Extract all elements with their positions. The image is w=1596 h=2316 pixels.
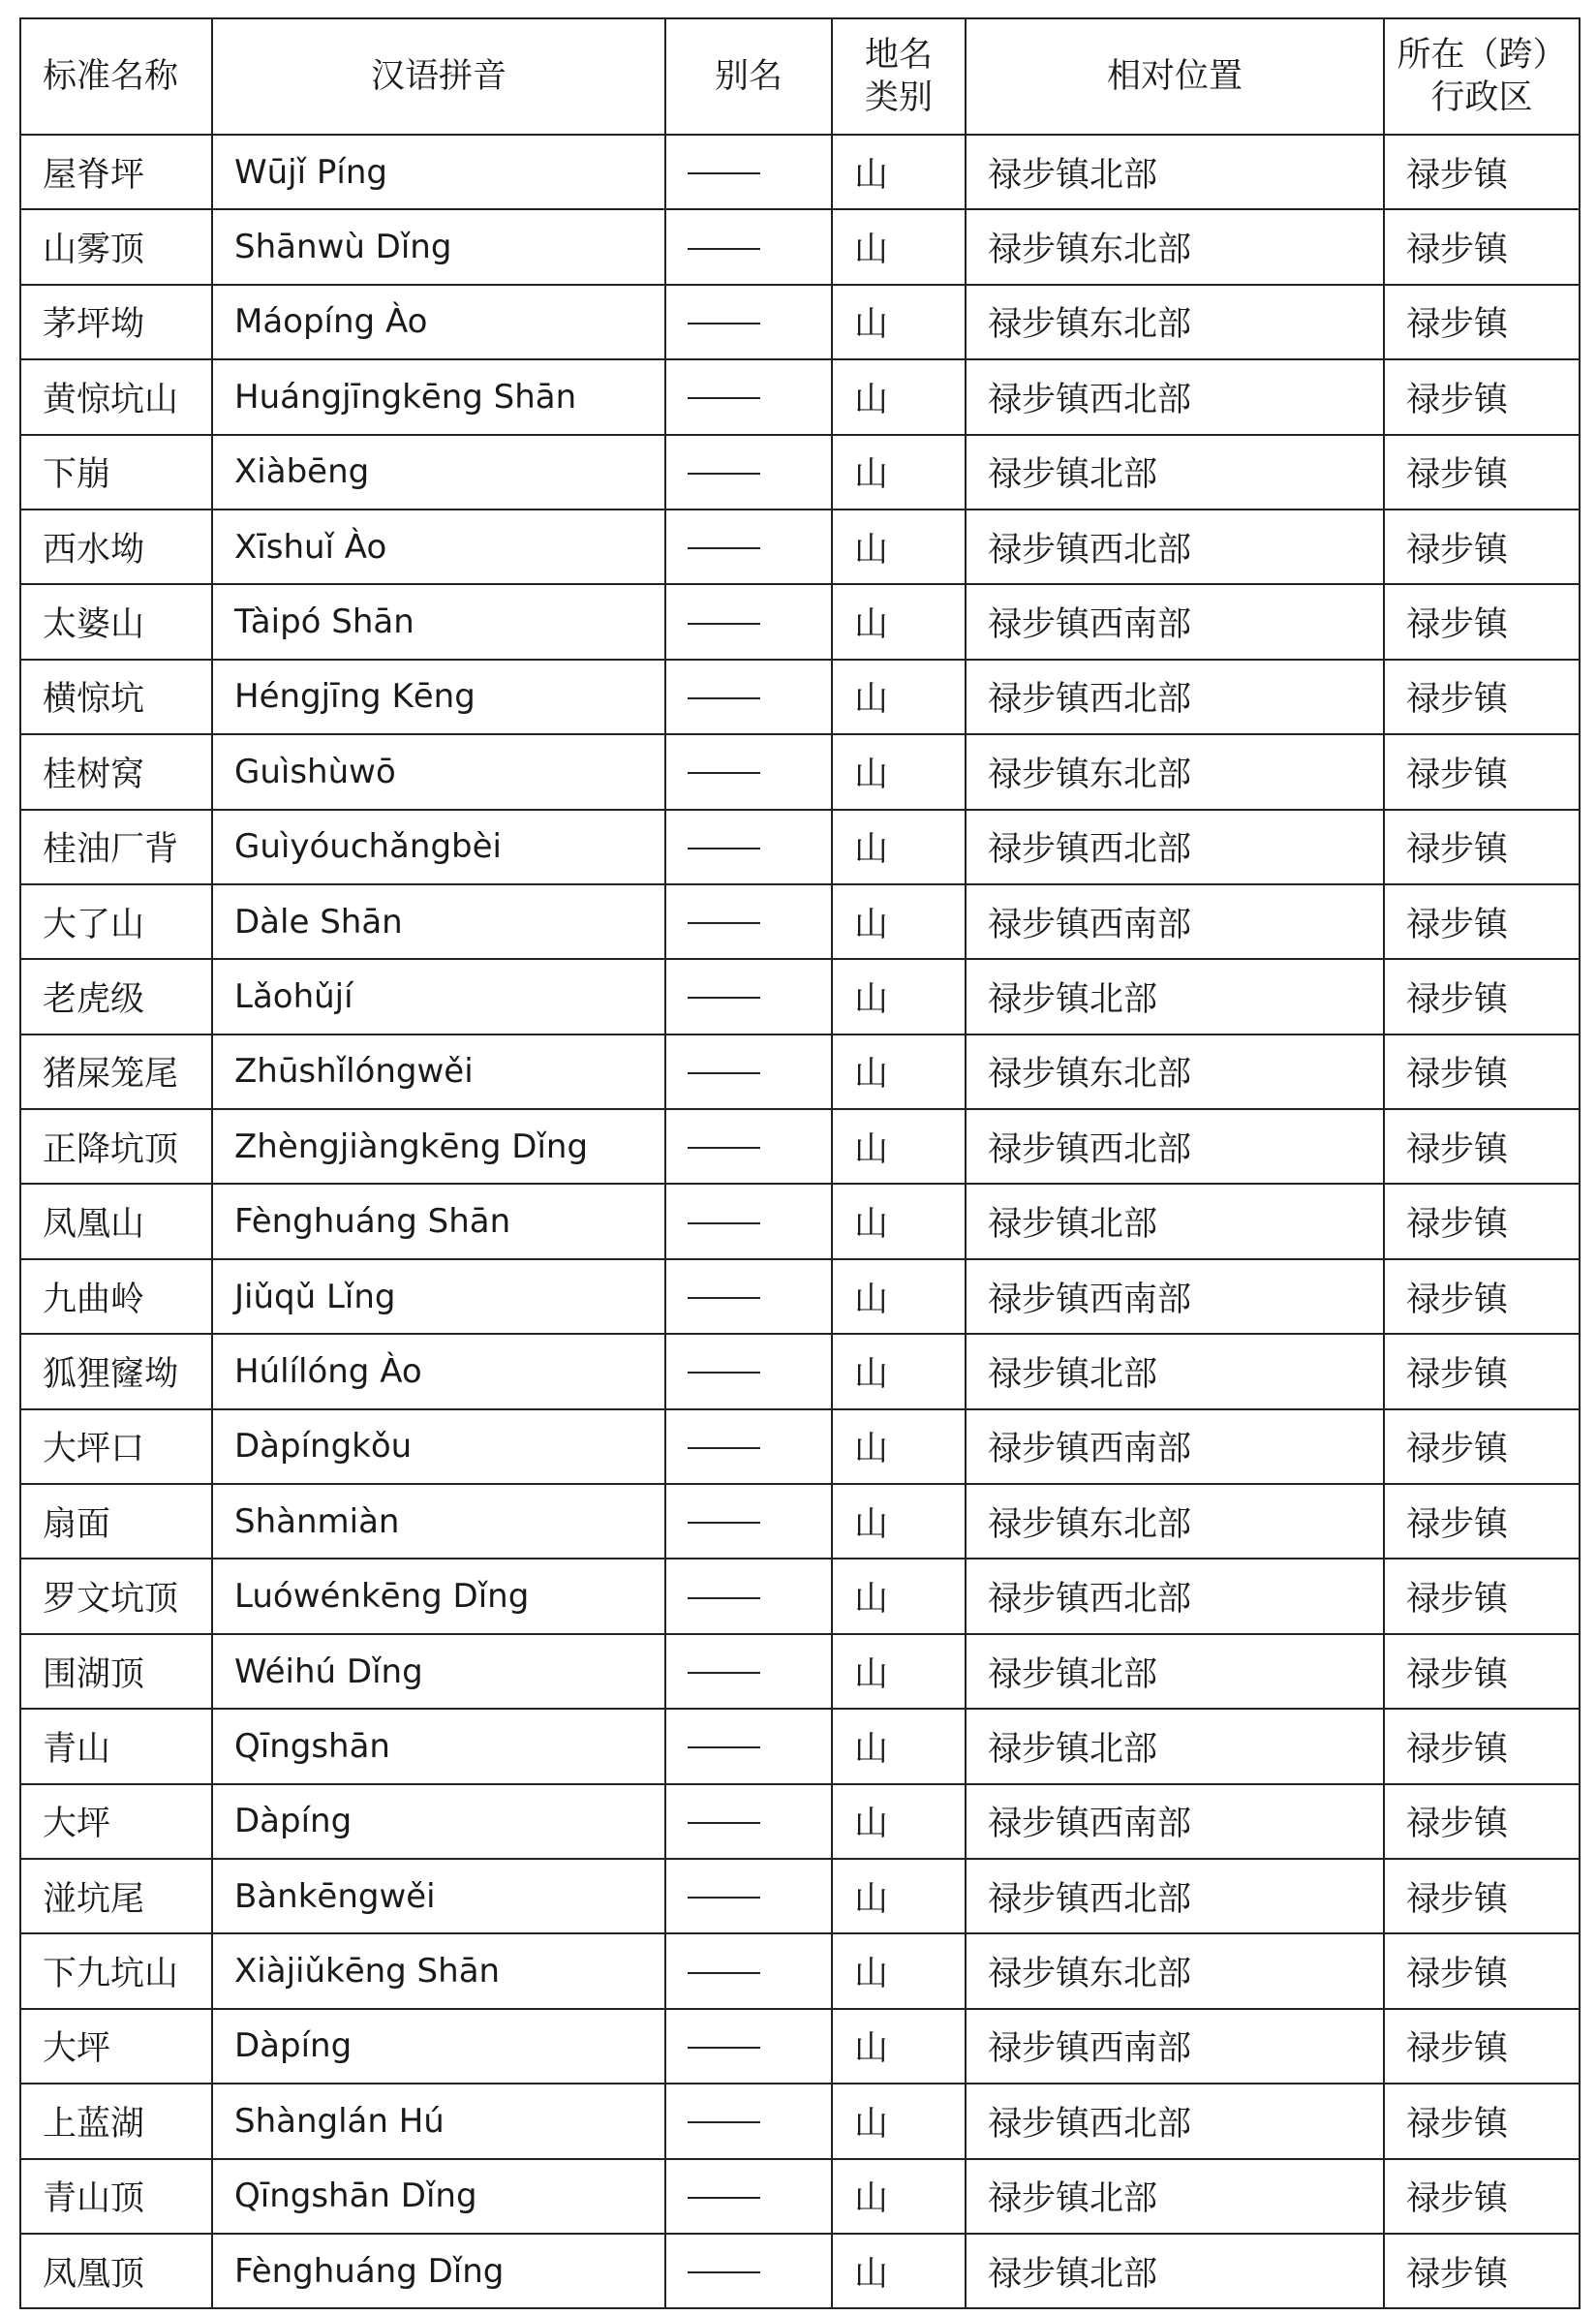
cell-district: 禄步镇 (1384, 1559, 1580, 1633)
cell-district: 禄步镇 (1384, 1859, 1580, 1933)
cell-district: 禄步镇 (1384, 660, 1580, 734)
cell-district: 禄步镇 (1384, 1409, 1580, 1484)
cell-category: 山 (832, 2234, 966, 2308)
alias-dash (688, 1746, 760, 1748)
header-relative-position: 相对位置 (966, 18, 1384, 135)
cell-pinyin: Dàpíng (212, 2009, 665, 2084)
cell-relative-position: 禄步镇东北部 (966, 209, 1384, 284)
alias-dash (688, 1297, 760, 1299)
table-row (20, 2009, 1580, 2084)
cell-category: 山 (832, 510, 966, 584)
cell-alias (665, 1184, 832, 1258)
cell-pinyin: Zhūshǐlóngwěi (212, 1034, 665, 1109)
cell-district: 禄步镇 (1384, 285, 1580, 359)
cell-relative-position: 禄步镇东北部 (966, 285, 1384, 359)
alias-dash (688, 772, 760, 774)
table-row (20, 2234, 1580, 2308)
cell-district: 禄步镇 (1384, 1933, 1580, 2008)
table-row (20, 810, 1580, 884)
cell-relative-position: 禄步镇北部 (966, 1184, 1384, 1258)
alias-dash (688, 473, 760, 475)
table-header (20, 18, 1580, 135)
cell-district: 禄步镇 (1384, 1259, 1580, 1334)
cell-alias (665, 1259, 832, 1334)
alias-dash (688, 2047, 760, 2049)
cell-district: 禄步镇 (1384, 2159, 1580, 2234)
cell-standard-name: 山雾顶 (20, 209, 212, 284)
cell-standard-name: 扇面 (20, 1484, 212, 1559)
cell-pinyin: Jiǔqǔ Lǐng (212, 1259, 665, 1334)
table-row (20, 1634, 1580, 1709)
cell-category: 山 (832, 1634, 966, 1709)
cell-category: 山 (832, 584, 966, 659)
cell-standard-name: 茅坪坳 (20, 285, 212, 359)
cell-district: 禄步镇 (1384, 2084, 1580, 2158)
cell-category: 山 (832, 1484, 966, 1559)
header-pinyin: 汉语拼音 (212, 18, 665, 135)
table-row (20, 2084, 1580, 2158)
cell-pinyin: Shànglán Hú (212, 2084, 665, 2158)
cell-relative-position: 禄步镇北部 (966, 2159, 1384, 2234)
alias-dash (688, 848, 760, 849)
alias-dash (688, 922, 760, 924)
table-row (20, 884, 1580, 959)
alias-dash (688, 2197, 760, 2199)
cell-alias (665, 285, 832, 359)
cell-standard-name: 凤凰顶 (20, 2234, 212, 2308)
cell-pinyin: Dàle Shān (212, 884, 665, 959)
table-row (20, 660, 1580, 734)
cell-pinyin: Guìshùwō (212, 734, 665, 809)
alias-dash (688, 1972, 760, 1974)
table-row (20, 1933, 1580, 2008)
cell-relative-position: 禄步镇西北部 (966, 660, 1384, 734)
cell-category: 山 (832, 359, 966, 434)
cell-pinyin: Xīshuǐ Ào (212, 510, 665, 584)
cell-pinyin: Lǎohǔjí (212, 959, 665, 1034)
cell-category: 山 (832, 1409, 966, 1484)
cell-category: 山 (832, 884, 966, 959)
cell-alias (665, 435, 832, 510)
alias-dash (688, 2271, 760, 2273)
cell-relative-position: 禄步镇西南部 (966, 584, 1384, 659)
cell-district: 禄步镇 (1384, 2234, 1580, 2308)
cell-standard-name: 大坪 (20, 1784, 212, 1859)
cell-alias (665, 1409, 832, 1484)
cell-standard-name: 罗文坑顶 (20, 1559, 212, 1633)
alias-dash (688, 1447, 760, 1449)
cell-standard-name: 下崩 (20, 435, 212, 510)
cell-alias (665, 660, 832, 734)
cell-standard-name: 凤凰山 (20, 1184, 212, 1258)
cell-alias (665, 1334, 832, 1408)
alias-dash (688, 248, 760, 250)
cell-category: 山 (832, 1184, 966, 1258)
cell-relative-position: 禄步镇西南部 (966, 1784, 1384, 1859)
alias-dash (688, 697, 760, 699)
cell-pinyin: Húlílóng Ào (212, 1334, 665, 1408)
cell-pinyin: Shànmiàn (212, 1484, 665, 1559)
cell-relative-position: 禄步镇北部 (966, 2234, 1384, 2308)
cell-district: 禄步镇 (1384, 435, 1580, 510)
cell-relative-position: 禄步镇北部 (966, 135, 1384, 209)
alias-dash (688, 2121, 760, 2123)
table-row (20, 1859, 1580, 1933)
table-row (20, 1409, 1580, 1484)
cell-pinyin: Máopíng Ào (212, 285, 665, 359)
cell-alias (665, 1933, 832, 2008)
cell-standard-name: 青山 (20, 1709, 212, 1783)
cell-pinyin: Wéihú Dǐng (212, 1634, 665, 1709)
cell-standard-name: 青山顶 (20, 2159, 212, 2234)
cell-pinyin: Zhèngjiàngkēng Dǐng (212, 1109, 665, 1184)
cell-alias (665, 1709, 832, 1783)
cell-category: 山 (832, 2009, 966, 2084)
cell-category: 山 (832, 2084, 966, 2158)
cell-alias (665, 135, 832, 209)
cell-standard-name: 大坪口 (20, 1409, 212, 1484)
alias-dash (688, 1147, 760, 1149)
cell-alias (665, 584, 832, 659)
place-names-table (19, 17, 1581, 2309)
cell-district: 禄步镇 (1384, 135, 1580, 209)
cell-relative-position: 禄步镇东北部 (966, 1034, 1384, 1109)
cell-district: 禄步镇 (1384, 1784, 1580, 1859)
cell-pinyin: Bànkēngwěi (212, 1859, 665, 1933)
cell-relative-position: 禄步镇西北部 (966, 810, 1384, 884)
table-row (20, 285, 1580, 359)
table-row (20, 1709, 1580, 1783)
table-row (20, 1484, 1580, 1559)
cell-district: 禄步镇 (1384, 959, 1580, 1034)
cell-district: 禄步镇 (1384, 1709, 1580, 1783)
cell-district: 禄步镇 (1384, 884, 1580, 959)
alias-dash (688, 1522, 760, 1524)
cell-district: 禄步镇 (1384, 584, 1580, 659)
alias-dash (688, 1822, 760, 1824)
cell-standard-name: 大了山 (20, 884, 212, 959)
cell-district: 禄步镇 (1384, 2009, 1580, 2084)
cell-relative-position: 禄步镇北部 (966, 1709, 1384, 1783)
alias-dash (688, 547, 760, 549)
cell-alias (665, 1634, 832, 1709)
cell-pinyin: Qīngshān (212, 1709, 665, 1783)
cell-standard-name: 屋脊坪 (20, 135, 212, 209)
cell-district: 禄步镇 (1384, 734, 1580, 809)
cell-relative-position: 禄步镇东北部 (966, 1484, 1384, 1559)
cell-alias (665, 884, 832, 959)
table-row (20, 1784, 1580, 1859)
cell-standard-name: 围湖顶 (20, 1634, 212, 1709)
cell-standard-name: 桂油厂背 (20, 810, 212, 884)
header-alias: 别名 (665, 18, 832, 135)
cell-pinyin: Xiàbēng (212, 435, 665, 510)
table-row (20, 359, 1580, 434)
cell-category: 山 (832, 135, 966, 209)
cell-relative-position: 禄步镇东北部 (966, 734, 1384, 809)
cell-category: 山 (832, 810, 966, 884)
alias-dash (688, 1222, 760, 1224)
header-standard-name: 标准名称 (20, 18, 212, 135)
table-row (20, 209, 1580, 284)
table-row (20, 734, 1580, 809)
cell-standard-name: 正降坑顶 (20, 1109, 212, 1184)
cell-alias (665, 359, 832, 434)
header-category-line2: 类别 (864, 78, 933, 117)
table-row (20, 1559, 1580, 1633)
cell-relative-position: 禄步镇西北部 (966, 2084, 1384, 2158)
cell-relative-position: 禄步镇西北部 (966, 1859, 1384, 1933)
cell-category: 山 (832, 435, 966, 510)
cell-category: 山 (832, 209, 966, 284)
cell-district: 禄步镇 (1384, 1484, 1580, 1559)
alias-dash (688, 397, 760, 399)
cell-relative-position: 禄步镇北部 (966, 1334, 1384, 1408)
table-body (20, 135, 1580, 2308)
cell-alias (665, 959, 832, 1034)
alias-dash (688, 997, 760, 999)
cell-pinyin: Wūjǐ Píng (212, 135, 665, 209)
cell-category: 山 (832, 1709, 966, 1783)
cell-pinyin: Shānwù Dǐng (212, 209, 665, 284)
table-row (20, 1109, 1580, 1184)
cell-relative-position: 禄步镇西北部 (966, 359, 1384, 434)
cell-pinyin: Luówénkēng Dǐng (212, 1559, 665, 1633)
cell-district: 禄步镇 (1384, 510, 1580, 584)
cell-relative-position: 禄步镇西南部 (966, 2009, 1384, 2084)
cell-relative-position: 禄步镇西北部 (966, 1559, 1384, 1633)
cell-category: 山 (832, 959, 966, 1034)
cell-alias (665, 1034, 832, 1109)
cell-category: 山 (832, 1933, 966, 2008)
cell-alias (665, 2009, 832, 2084)
cell-relative-position: 禄步镇北部 (966, 1634, 1384, 1709)
cell-alias (665, 2234, 832, 2308)
cell-standard-name: 桂树窝 (20, 734, 212, 809)
cell-district: 禄步镇 (1384, 810, 1580, 884)
cell-standard-name: 湴坑尾 (20, 1859, 212, 1933)
header-category (832, 18, 966, 135)
cell-standard-name: 狐狸窿坳 (20, 1334, 212, 1408)
cell-alias (665, 2084, 832, 2158)
table-row (20, 435, 1580, 510)
cell-alias (665, 810, 832, 884)
alias-dash (688, 172, 760, 174)
cell-relative-position: 禄步镇西北部 (966, 1109, 1384, 1184)
cell-category: 山 (832, 1559, 966, 1633)
cell-category: 山 (832, 1259, 966, 1334)
cell-pinyin: Tàipó Shān (212, 584, 665, 659)
alias-dash (688, 1672, 760, 1674)
header-category-line1: 地名 (864, 36, 933, 75)
table-row (20, 584, 1580, 659)
alias-dash (688, 1597, 760, 1599)
alias-dash (688, 1897, 760, 1899)
cell-category: 山 (832, 1334, 966, 1408)
cell-standard-name: 太婆山 (20, 584, 212, 659)
cell-district: 禄步镇 (1384, 359, 1580, 434)
alias-dash (688, 1372, 760, 1374)
alias-dash (688, 1072, 760, 1074)
cell-relative-position: 禄步镇西南部 (966, 1259, 1384, 1334)
cell-pinyin: Fènghuáng Dǐng (212, 2234, 665, 2308)
cell-standard-name: 横惊坑 (20, 660, 212, 734)
cell-category: 山 (832, 1034, 966, 1109)
table-row (20, 1184, 1580, 1258)
cell-alias (665, 734, 832, 809)
cell-alias (665, 510, 832, 584)
cell-alias (665, 1784, 832, 1859)
cell-pinyin: Héngjīng Kēng (212, 660, 665, 734)
header-district-line2: 行政区 (1430, 78, 1533, 117)
cell-standard-name: 老虎级 (20, 959, 212, 1034)
cell-pinyin: Xiàjiǔkēng Shān (212, 1933, 665, 2008)
table-row (20, 1034, 1580, 1109)
cell-standard-name: 黄惊坑山 (20, 359, 212, 434)
cell-alias (665, 1109, 832, 1184)
cell-standard-name: 西水坳 (20, 510, 212, 584)
cell-category: 山 (832, 734, 966, 809)
cell-relative-position: 禄步镇北部 (966, 959, 1384, 1034)
table-row (20, 2159, 1580, 2234)
cell-relative-position: 禄步镇西南部 (966, 884, 1384, 959)
cell-relative-position: 禄步镇西南部 (966, 1409, 1384, 1484)
cell-relative-position: 禄步镇西北部 (966, 510, 1384, 584)
cell-pinyin: Huángjīngkēng Shān (212, 359, 665, 434)
table-row (20, 1259, 1580, 1334)
table-row (20, 135, 1580, 209)
cell-category: 山 (832, 1109, 966, 1184)
table-row (20, 510, 1580, 584)
cell-district: 禄步镇 (1384, 1184, 1580, 1258)
header-district (1384, 18, 1580, 135)
header-district-line1: 所在（跨） (1396, 36, 1567, 75)
cell-district: 禄步镇 (1384, 1634, 1580, 1709)
cell-relative-position: 禄步镇北部 (966, 435, 1384, 510)
cell-standard-name: 上蓝湖 (20, 2084, 212, 2158)
cell-district: 禄步镇 (1384, 1109, 1580, 1184)
cell-district: 禄步镇 (1384, 209, 1580, 284)
cell-standard-name: 九曲岭 (20, 1259, 212, 1334)
cell-pinyin: Qīngshān Dǐng (212, 2159, 665, 2234)
cell-district: 禄步镇 (1384, 1334, 1580, 1408)
table-row (20, 959, 1580, 1034)
cell-category: 山 (832, 285, 966, 359)
alias-dash (688, 623, 760, 625)
cell-alias (665, 1859, 832, 1933)
cell-alias (665, 209, 832, 284)
cell-pinyin: Fènghuáng Shān (212, 1184, 665, 1258)
table-row (20, 1334, 1580, 1408)
cell-alias (665, 1559, 832, 1633)
cell-relative-position: 禄步镇东北部 (966, 1933, 1384, 2008)
cell-pinyin: Dàpíngkǒu (212, 1409, 665, 1484)
cell-category: 山 (832, 2159, 966, 2234)
cell-standard-name: 猪屎笼尾 (20, 1034, 212, 1109)
cell-category: 山 (832, 1784, 966, 1859)
cell-category: 山 (832, 660, 966, 734)
cell-pinyin: Dàpíng (212, 1784, 665, 1859)
cell-category: 山 (832, 1859, 966, 1933)
cell-alias (665, 2159, 832, 2234)
cell-pinyin: Guìyóuchǎngbèi (212, 810, 665, 884)
cell-standard-name: 下九坑山 (20, 1933, 212, 2008)
cell-standard-name: 大坪 (20, 2009, 212, 2084)
header-row (20, 18, 1580, 135)
cell-district: 禄步镇 (1384, 1034, 1580, 1109)
alias-dash (688, 323, 760, 324)
cell-alias (665, 1484, 832, 1559)
